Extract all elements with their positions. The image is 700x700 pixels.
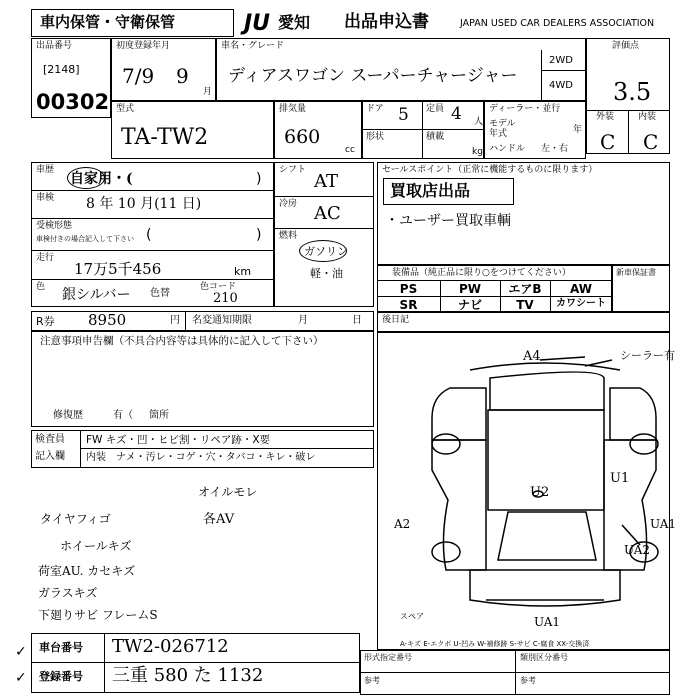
repair-label: 修復歴 [53,410,83,421]
load-label: 積載 [426,132,445,142]
repair-place: 箇所 [149,410,169,421]
recycle-label: R券 [36,315,55,328]
mark-ua1-right: UA1 [650,517,677,531]
note-oil-leak: オイルモレ [198,485,258,499]
repair-value: 有（ [113,410,133,421]
model-label: 型式 [116,104,135,114]
cc-unit: cc [345,145,355,155]
color-code-value: 210 [213,291,238,306]
mileage-label: 走行 [36,253,55,263]
note-wheel-scratch: ホイールキズ [60,539,132,553]
chassis-label: 車台番号 [39,641,83,654]
fuel-label: 燃料 [279,231,298,241]
inspector-row-2: ナメ・汚レ・コゲ・穴・タバコ・キレ・破レ [116,452,316,463]
equipment-tv: TV [516,298,534,312]
wheel-front-right [630,434,658,454]
diagram-legend: A-キズ E-エクボ U-凹み W-補修跡 S-サビ C-腐食 XX-交換済 [400,640,590,648]
ju-logo: JU [244,11,271,36]
recycle-yen: 円 [170,315,180,326]
name-grade-label: 車名・グレード [221,41,285,51]
mark-a4: A4 [523,349,541,364]
car-roof [490,372,604,410]
association-name: JAPAN USED CAR DEALERS ASSOCIATION [460,18,655,29]
note-underbody-rust: 下廻りサビ フレームS [38,608,158,622]
history-value: 自家用・( [70,171,133,187]
car-rear-window [498,512,596,560]
displacement-value: 660 [284,126,321,148]
fuel-light-oil: 軽・油 [310,267,343,280]
check-2: ✓ [15,670,27,686]
chassis-vdivider [104,633,105,693]
equipment-pw: PW [458,282,482,296]
reg-value: 三重 580 た 1132 [112,665,264,686]
deadline-month: 月 [298,315,308,326]
kg-unit: kg [472,147,483,157]
storage-label: 車内保管・守衛保管 [40,13,176,31]
car-right-front [610,388,656,440]
designation-vdivider [515,650,516,695]
equipment-sr: SR [399,298,418,312]
history-close: ) [256,171,262,187]
mileage-value: 17万5千456 [74,260,162,278]
inspector-entry-label: 記入欄 [35,451,65,462]
doors-label: ドア [366,104,384,114]
interior-label: 内装 [638,112,657,122]
note-glass-scratch: ガラスキズ [38,586,98,600]
received-close: ) [256,227,262,243]
fuel-gasoline: ガソリン [304,245,348,258]
wheel-front-left [432,434,460,454]
equipment-navi: ナビ [457,298,482,312]
score-value: 3.5 [613,78,652,106]
first-reg-year: 7/9 [122,64,155,88]
inspector-interior-label: 内装 [86,452,106,463]
color-label: 色 [36,282,46,292]
handle-value: 左・右 [541,144,569,154]
color-code-label: 色コード [200,282,237,292]
equipment-label: 装備品（純正品に限り○をつけてください） [392,268,571,278]
wheel-rear-left [432,542,460,562]
person-unit: 人 [474,117,484,127]
reference-label-2: 参考 [520,676,536,685]
notes-label: 注意事項申告欄（不具合内容等は具体的に記入して下さい） [40,335,324,347]
capacity-value: 4 [451,104,462,124]
car-left-side [432,440,486,570]
inspector-row-1: FW キズ・凹・ヒビ割・リペア跡・X要 [86,434,271,446]
score-label: 評価点 [612,41,640,51]
rear-note-label: 後日記 [382,315,410,325]
capacity-label: 定員 [426,104,445,114]
inspector-label: 検査員 [35,434,65,445]
category-label: 類別区分番号 [520,653,568,662]
mark-a2: A2 [394,517,411,531]
exterior-grade: C [600,130,616,154]
lot-number-label: 出品番号 [36,41,73,51]
chassis-value: TW2-026712 [112,636,229,657]
year-unit: 年 [573,125,583,135]
km-unit: km [234,265,252,278]
shift-value: AT [314,171,339,192]
inspection-label: 車検 [36,193,55,203]
selling-points-label: セールスポイント（正常に機能するものに限ります） [382,165,598,175]
lot-small-number: [2148] [43,63,80,76]
note-cargo: 荷室AU. カセキズ [38,564,136,578]
shift-label: シフト [279,165,307,175]
chassis-divider [31,662,360,663]
color-value: 銀シルバー [62,287,131,303]
check-1: ✓ [15,644,27,660]
first-reg-label: 初度登録年月 [116,41,171,51]
name-grade-value: ディアスワゴン スーパーチャージャー [228,66,518,86]
mark-sealer: シーラー有 [620,349,675,362]
brand-name: 愛知 [278,13,311,32]
drive-4wd: 4WD [549,80,573,91]
received-label: 受検形態 [36,221,73,231]
equipment-leather-seat: カワシート [556,298,606,309]
exterior-label: 外装 [596,112,615,122]
first-reg-month: 9 [176,64,189,88]
shape-label: 形状 [366,132,385,142]
doors-value: 5 [398,105,409,125]
warranty-label: 新車保証書 [616,268,656,277]
car-left-front [432,388,486,440]
equipment-ps: PS [399,282,418,296]
type-designation-label: 形式指定番号 [364,653,412,662]
dealer-label: ディーラー・並行 [489,104,561,114]
note-tire: タイヤフィゴ [40,512,111,526]
reference-label-1: 参考 [364,676,380,685]
model-value: TA-TW2 [121,125,209,150]
cooling-label: 冷房 [279,199,298,209]
form-title: 出品申込書 [344,12,429,32]
recycle-value: 8950 [88,311,127,329]
mark-ua2: UA2 [624,543,651,557]
equipment-aw: AW [570,282,592,296]
inspection-value: 8 年 10 月(11 日) [86,196,202,212]
spare-label: スペア [400,612,424,621]
drive-2wd: 2WD [549,55,573,66]
lot-number: 00302 [36,90,110,114]
received-sub: 車検付きの場合記入して下さい [36,235,134,243]
month-unit: 月 [203,87,213,97]
equipment-airbag: エアB [508,282,542,296]
cooling-value: AC [314,203,341,224]
selling-handwritten: ・ユーザー買取車輌 [385,213,511,229]
mark-u1: U1 [610,471,630,486]
deadline-label: 名変通知期限 [192,315,252,326]
displacement-label: 排気量 [279,104,307,114]
model-year-label: モデル [489,119,516,129]
handle-label: ハンドル [489,144,526,154]
mark-u2: U2 [530,485,550,500]
interior-grade: C [643,130,659,154]
mark-ua1-rear: UA1 [534,615,561,629]
deadline-day: 日 [352,315,362,326]
history-label: 車歴 [36,165,55,175]
reg-label: 登録番号 [39,670,83,683]
year-type-label: 年式 [489,129,508,139]
received-open: ( [146,227,152,243]
buyer-stamp: 買取店出品 [390,181,471,200]
color-change-label: 色替 [150,288,170,299]
car-front-bumper [470,363,620,370]
note-all-av: 各AV [203,512,235,527]
